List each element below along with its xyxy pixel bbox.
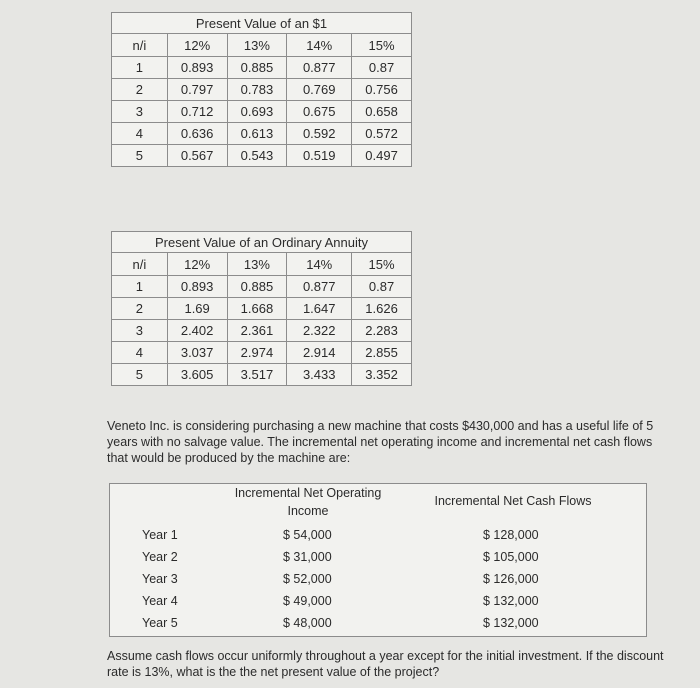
table-cell: 0.675 bbox=[287, 101, 352, 123]
table-cell: 0.877 bbox=[287, 276, 352, 298]
question-text: Assume cash flows occur uniformly throughout a year except for the initial investment. If the discount rate is 13%, what is the the net present value of the project? bbox=[107, 649, 664, 679]
table-row bbox=[112, 57, 412, 79]
year-label: Year 1 bbox=[142, 528, 178, 542]
table-cell: 3 bbox=[112, 320, 168, 342]
table-cell: 2.974 bbox=[227, 342, 287, 364]
table-cell: 1 bbox=[112, 276, 168, 298]
table-cell: 3.517 bbox=[227, 364, 287, 386]
table-cell: 0.572 bbox=[352, 123, 412, 145]
table-row bbox=[110, 526, 646, 548]
table-header-row bbox=[112, 34, 412, 57]
table-cell: 0.893 bbox=[167, 57, 227, 79]
table-row bbox=[112, 342, 412, 364]
problem-description: Veneto Inc. is considering purchasing a new machine that costs $430,000 and has a useful life of 5 years with no salvage value. The incremental net operating income and incremental net cash flows that would be produced by the machine are: bbox=[107, 419, 654, 465]
annuity-table bbox=[111, 231, 412, 386]
table-row bbox=[112, 123, 412, 145]
table-cell: 0.885 bbox=[227, 276, 287, 298]
income-column-header: Incremental Net Operating Income bbox=[234, 486, 382, 518]
column-header: 15% bbox=[352, 253, 412, 276]
cash-flow-value: $ 132,000 bbox=[483, 616, 539, 630]
cash-flow-column-header: Incremental Net Cash Flows bbox=[434, 494, 592, 508]
column-header: 13% bbox=[227, 253, 287, 276]
table-cell: 0.497 bbox=[352, 145, 412, 167]
year-label: Year 5 bbox=[142, 616, 178, 630]
table-cell: 0.885 bbox=[227, 57, 287, 79]
income-value: $ 48,000 bbox=[283, 616, 332, 630]
table-cell: 0.756 bbox=[352, 79, 412, 101]
table-row bbox=[112, 101, 412, 123]
table-cell: 0.567 bbox=[167, 145, 227, 167]
table-cell: 0.877 bbox=[287, 57, 352, 79]
income-value: $ 49,000 bbox=[283, 594, 332, 608]
table-cell: 2.402 bbox=[167, 320, 227, 342]
cash-flow-value: $ 128,000 bbox=[483, 528, 539, 542]
table-row bbox=[112, 298, 412, 320]
table-cell: 3.352 bbox=[352, 364, 412, 386]
table-cell: 2.855 bbox=[352, 342, 412, 364]
table-cell: 0.712 bbox=[167, 101, 227, 123]
table-cell: 5 bbox=[112, 364, 168, 386]
table-cell: 3 bbox=[112, 101, 168, 123]
column-header: n/i bbox=[112, 34, 168, 57]
table-row bbox=[112, 145, 412, 167]
table-row bbox=[110, 614, 646, 636]
table-row bbox=[110, 548, 646, 570]
table-cell: 0.893 bbox=[167, 276, 227, 298]
table-cell: 2.914 bbox=[287, 342, 352, 364]
table-cell: 3.433 bbox=[287, 364, 352, 386]
table-cell: 0.613 bbox=[227, 123, 287, 145]
table-cell: 2.361 bbox=[227, 320, 287, 342]
table-row bbox=[112, 276, 412, 298]
table-row bbox=[112, 364, 412, 386]
table-cell: 0.769 bbox=[287, 79, 352, 101]
table-cell: 0.543 bbox=[227, 145, 287, 167]
table-cell: 0.693 bbox=[227, 101, 287, 123]
table-cell: 0.87 bbox=[352, 57, 412, 79]
annuity-table-title: Present Value of an Ordinary Annuity bbox=[112, 232, 412, 253]
table-cell: 2.283 bbox=[352, 320, 412, 342]
cash-flow-table bbox=[109, 483, 647, 637]
table-cell: 1.69 bbox=[167, 298, 227, 320]
table-cell: 1.626 bbox=[352, 298, 412, 320]
table-cell: 2.322 bbox=[287, 320, 352, 342]
income-value: $ 31,000 bbox=[283, 550, 332, 564]
table-cell: 2 bbox=[112, 79, 168, 101]
cash-flow-rows bbox=[110, 526, 646, 636]
table-cell: 2 bbox=[112, 298, 168, 320]
column-header: 12% bbox=[167, 34, 227, 57]
table-cell: 1.668 bbox=[227, 298, 287, 320]
table-cell: 0.797 bbox=[167, 79, 227, 101]
table-cell: 3.605 bbox=[167, 364, 227, 386]
table-cell: 1 bbox=[112, 57, 168, 79]
table-cell: 5 bbox=[112, 145, 168, 167]
table-cell: 0.658 bbox=[352, 101, 412, 123]
table-cell: 4 bbox=[112, 123, 168, 145]
income-value: $ 54,000 bbox=[283, 528, 332, 542]
table-row bbox=[110, 592, 646, 614]
cash-flow-value: $ 132,000 bbox=[483, 594, 539, 608]
table-cell: 0.519 bbox=[287, 145, 352, 167]
table-cell: 3.037 bbox=[167, 342, 227, 364]
present-value-table bbox=[111, 12, 412, 167]
table-row bbox=[112, 79, 412, 101]
column-header: 15% bbox=[352, 34, 412, 57]
present-value-table-title: Present Value of an $1 bbox=[112, 13, 412, 34]
table-cell: 0.87 bbox=[352, 276, 412, 298]
table-cell: 0.592 bbox=[287, 123, 352, 145]
table-header-row bbox=[112, 253, 412, 276]
table-cell: 0.783 bbox=[227, 79, 287, 101]
year-label: Year 2 bbox=[142, 550, 178, 564]
table-cell: 4 bbox=[112, 342, 168, 364]
column-header: 13% bbox=[227, 34, 287, 57]
year-label: Year 4 bbox=[142, 594, 178, 608]
column-header: 12% bbox=[167, 253, 227, 276]
table-row bbox=[110, 570, 646, 592]
income-value: $ 52,000 bbox=[283, 572, 332, 586]
column-header: 14% bbox=[287, 34, 352, 57]
table-cell: 1.647 bbox=[287, 298, 352, 320]
column-header: 14% bbox=[287, 253, 352, 276]
year-label: Year 3 bbox=[142, 572, 178, 586]
column-header: n/i bbox=[112, 253, 168, 276]
table-row bbox=[112, 320, 412, 342]
cash-flow-value: $ 126,000 bbox=[483, 572, 539, 586]
table-cell: 0.636 bbox=[167, 123, 227, 145]
cash-flow-value: $ 105,000 bbox=[483, 550, 539, 564]
